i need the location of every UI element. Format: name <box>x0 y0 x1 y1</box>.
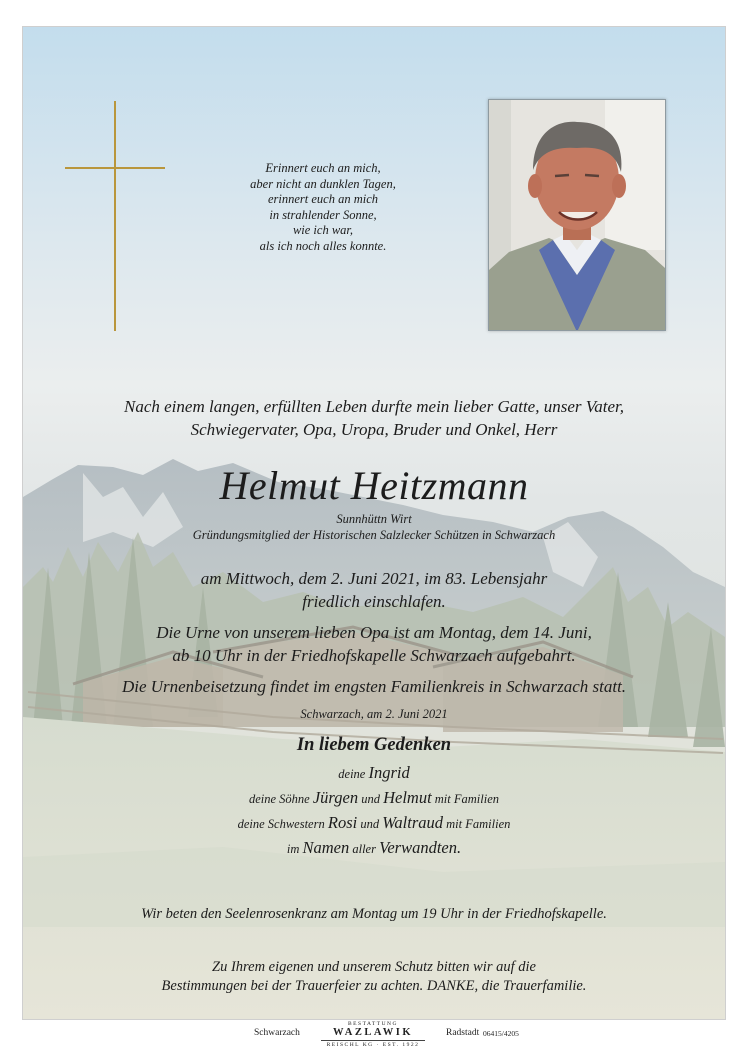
footer-phone: 06415/4205 <box>483 1029 519 1038</box>
mourner-sons: deine Söhne Jürgen und Helmut mit Familien <box>248 788 500 807</box>
mourner-relatives: im Namen aller Verwandten. <box>286 838 462 857</box>
poem-line: in strahlender Sonne, <box>269 207 377 222</box>
logo-bottom-text: REISCHL KG · EST. 1922 <box>326 1042 420 1048</box>
notice-line: Zu Ihrem eigenen und unserem Schutz bitten wir auf die <box>212 959 536 975</box>
footer-location-right: Radstadt <box>446 1028 480 1038</box>
footer-location-left: Schwarzach <box>254 1028 300 1038</box>
funeral-line: Die Urne von unserem lieben Opa ist am Montag, dem 14. Juni, <box>156 623 592 642</box>
dateline: Schwarzach, am 2. Juni 2021 <box>300 707 448 721</box>
poem-line: wie ich war, <box>292 223 354 238</box>
role-line: Gründungsmitglied der Historischen Salzlecker Schützen in Schwarzach <box>192 528 556 542</box>
mourners-list <box>23 761 725 861</box>
poem-line: erinnert euch an mich <box>267 192 379 207</box>
logo-name: WAZLAWIK <box>332 1027 414 1038</box>
mourner-wife: deine Ingrid <box>338 763 410 782</box>
portrait-photo <box>488 99 666 331</box>
death-line: am Mittwoch, dem 2. Juni 2021, im 83. Lebensjahr <box>200 569 548 588</box>
safety-notice <box>23 958 725 996</box>
funeral-home-logo <box>311 1021 435 1048</box>
intro-line: Schwiegervater, Opa, Uropa, Bruder und Onkel, Herr <box>190 420 558 439</box>
announcement-text <box>23 567 725 698</box>
funeral-line: ab 10 Uhr in der Friedhofskapelle Schwarzach aufgebahrt. <box>172 646 576 665</box>
rosary-notice: Wir beten den Seelenrosenkranz am Montag um 19 Uhr in der Friedhofskapelle. <box>141 906 607 922</box>
obituary-card <box>22 26 726 1020</box>
funeral-home-footer <box>0 1020 750 1060</box>
deceased-roles <box>23 511 725 543</box>
poem-line: Erinnert euch an mich, <box>265 161 381 175</box>
burial-line: Die Urnenbeisetzung findet im engsten Familienkreis in Schwarzach statt. <box>121 677 627 696</box>
poem-line: aber nicht an dunklen Tagen, <box>250 176 396 191</box>
intro-text <box>23 395 725 441</box>
intro-line: Nach einem langen, erfüllten Leben durfte mein lieber Gatte, unser Vater, <box>124 397 624 416</box>
notice-line: Bestimmungen bei der Trauerfeier zu achten. DANKE, die Trauerfamilie. <box>161 978 587 994</box>
memorial-heading: In liebem Gedenken <box>296 735 452 755</box>
logo-top-text: BESTATTUNG <box>347 1021 398 1027</box>
deceased-name: Helmut Heitzmann <box>219 463 529 508</box>
memorial-poem <box>213 161 433 255</box>
role-line: Sunnhüttn Wirt <box>336 512 412 526</box>
cross-icon <box>65 101 165 331</box>
poem-line: als ich noch alles konnte. <box>259 238 387 253</box>
mourner-sisters: deine Schwestern Rosi und Waltraud mit Familien <box>237 813 511 832</box>
death-line: friedlich einschlafen. <box>302 592 446 611</box>
